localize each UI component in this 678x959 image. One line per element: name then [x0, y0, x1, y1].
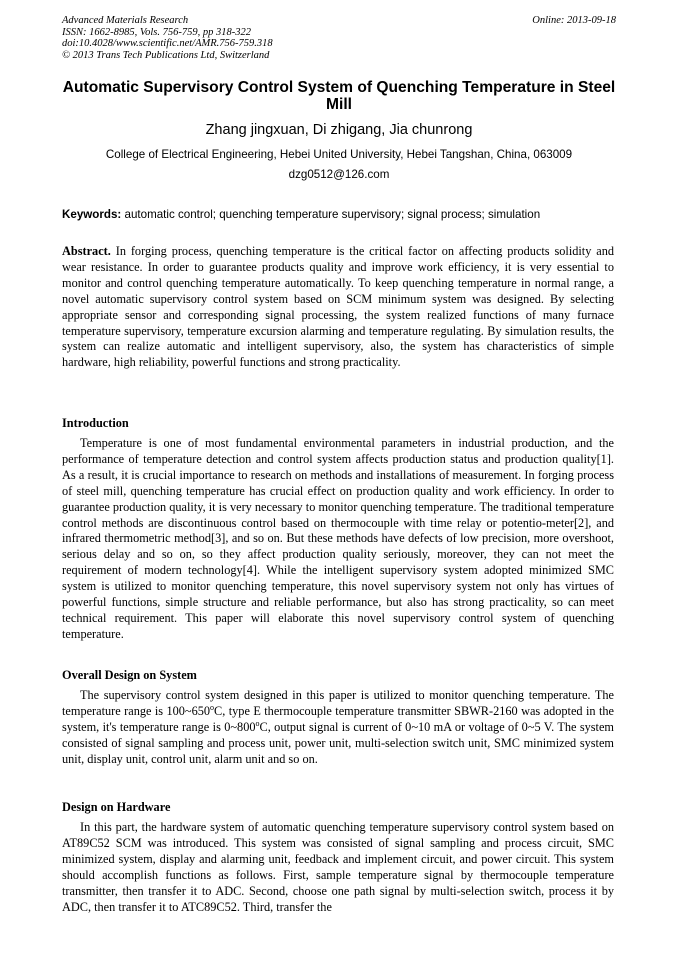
issn-line: ISSN: 1662-8985, Vols. 756-759, pp 318-322: [62, 26, 251, 38]
paper-title: Automatic Supervisory Control System of Quenching Temperature in Steel Mill: [62, 79, 616, 113]
degree-symbol: o: [210, 702, 215, 712]
section-heading-overall-design: Overall Design on System: [62, 668, 197, 682]
journal-name: Advanced Materials Research: [62, 15, 189, 26]
abstract: [62, 244, 614, 371]
doi-line: doi:10.4028/www.scientific.net/AMR.756-759.318: [62, 38, 273, 50]
abstract-label: Abstract.: [62, 244, 111, 258]
copyright-line: © 2013 Trans Tech Publications Ltd, Switzerland: [62, 49, 270, 61]
overall-text-part-1: The supervisory control system designed in this paper is utilized to monitor quenching temperature. The temperature range is 100~650: [62, 688, 614, 718]
hardware-text: In this part, the hardware system of automatic quenching temperature supervisory control system based on AT89C52 SCM was introduced. This system was consisted of signal sampling and process circuit, SMC minimized system, display and alarming unit, feedback and implement circuit, and power circuit. This system should accomplish functions as follows. First, sample temperature signal by thermocouple temperature transmitter, then transfer it to ADC. Second, choose one path signal by multi-selection switch, process it by ADC, then transfer it to ATC89C52. Third, transfer the: [62, 820, 614, 914]
degree-symbol: o: [255, 718, 260, 728]
keywords-text: automatic control; quenching temperature supervisory; signal process; simulation: [121, 208, 541, 221]
section-heading-hardware: Design on Hardware: [62, 800, 171, 814]
overall-design-text: [62, 688, 614, 768]
introduction-text: Temperature is one of most fundamental environmental parameters in industrial production, and the performance of temperature detection and control system affects production status and production quality[1]. As a result, it is crucial importance to research on methods and installations of measurement. In forging process of steel mill, quenching temperature has crucial effect on production quality and work efficiency. In order to guarantee production quality, it is very necessary to monitor quenching temperature. The traditional temperature control methods are discontinuous control based on thermocouple with time relay or potentio-meter[2], and infrared thermometric method[3], and so on. But these methods have defects of low precision, more overshoot, serious delay and so on, so they affect production quality seriously, moreover, they can not meet the requirement of modern technology[4]. While the intelligent supervisory system adopted minimized SMC system is utilized to monitor quenching temperature, this novel supervisory system not only has virtues of powerful functions, simple structure and reliable performance, but also has strong practicality, so can meet technical requirement. This paper will elaborate this novel supervisory control system of quenching temperature.: [62, 436, 614, 641]
keywords: [62, 208, 616, 222]
overall-text-part-2: C, type E thermocouple temperature transmitter SBWR-2160 was adopted in the system, it's temperature range is 0~800: [62, 703, 614, 734]
keywords-label: Keywords:: [62, 208, 122, 221]
author-email: dzg0512@126.com: [288, 168, 390, 181]
affiliation: College of Electrical Engineering, Hebei United University, Hebei Tangshan, China, 063009: [105, 148, 573, 161]
section-heading-introduction: Introduction: [62, 416, 129, 430]
author-list: Zhang jingxuan, Di zhigang, Jia chunrong: [205, 122, 473, 138]
online-date: Online: 2013-09-18: [532, 15, 616, 26]
journal-header: [62, 15, 616, 61]
overall-text-part-3: C, output signal is current of 0~10 mA or voltage of 0~5 V. The system consisted of signal sampling and process unit, power unit, multi-selection switch unit, SMC minimized system unit, display unit, control unit, alarm unit and so on.: [62, 719, 614, 766]
abstract-text: In forging process, quenching temperature is the critical factor on affecting products solidity and wear resistance. In order to guarantee products quality and improve work efficiency, it is very essential to monitor and control quenching temperature automatically. To keep quenching temperature in normal range, a novel automatic supervisory control system based on SCM minimum system was designed. By selecting appropriate sensor and corresponding signal processing, the system realized functions of many furnace temperature supervisory, temperature excursion alarming and temperature regulating. By simulation results, the system can realize automatic and intelligent supervisory, also, the system has characteristics of simple hardware, high reliability, powerful functions and strong practicality.: [62, 244, 614, 370]
